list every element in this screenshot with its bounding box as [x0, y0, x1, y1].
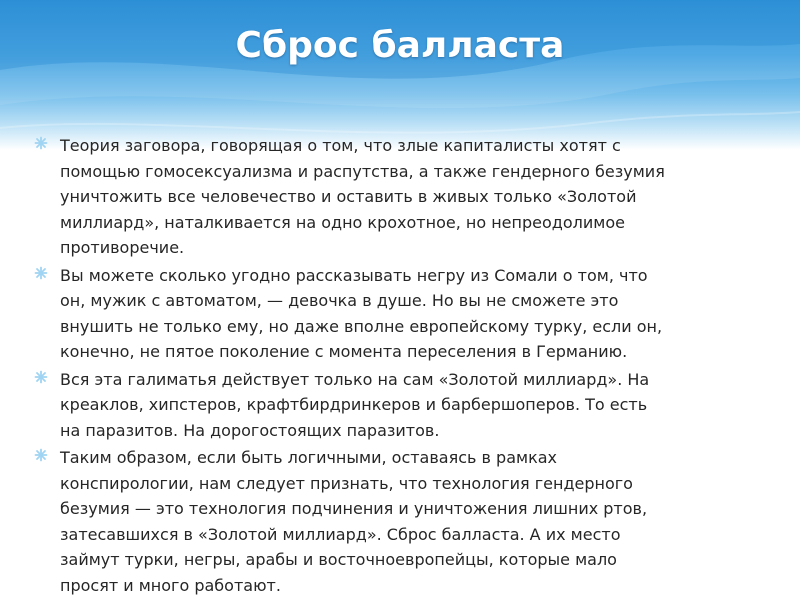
bullet-item	[60, 367, 780, 444]
star-bullet-icon	[34, 266, 48, 280]
bullet-text: Таким образом, если быть логичными, оставаясь в рамках конспирологии, нам следует признать, что технология гендерного безумия — это технология подчинения и уничтожения лишних ртов, затесавшихся в «Золотой миллиард». Сброс балласта. А их место займут турки, негры, арабы и восточноевропейцы, которые мало просят и много работают.	[60, 448, 648, 595]
bullet-item	[60, 445, 780, 598]
bullet-text: Вы можете сколько угодно рассказывать негру из Сомали о том, что он, мужик с автоматом, — девочка в душе. Но вы не сможете это внушить не только ему, но даже вполне европейскому турку, если он, конечно, не пятое поколение с момента переселения в Германию.	[60, 265, 663, 361]
bullet-text: Теория заговора, говорящая о том, что злые капиталисты хотят с помощью гомосексуализма и распутства, а также гендерного безумия уничтожить все человечество и оставить в живых только «Золотой миллиард», наталкивается на одно крохотное, но непреодолимое противоречие.	[60, 136, 665, 257]
slide-title: Сброс балласта	[235, 25, 565, 66]
bullet-list	[60, 133, 780, 600]
star-bullet-icon	[34, 448, 48, 462]
bullet-item	[60, 263, 780, 365]
star-bullet-icon	[34, 136, 48, 150]
star-bullet-icon	[34, 370, 48, 384]
bullet-text: Вся эта галиматья действует только на сам «Золотой миллиард». На креаклов, хипстеров, крафтбирдринкеров и барбершоперов. То есть на паразитов. На дорогостоящих паразитов.	[60, 369, 650, 440]
bullet-item	[60, 133, 780, 261]
